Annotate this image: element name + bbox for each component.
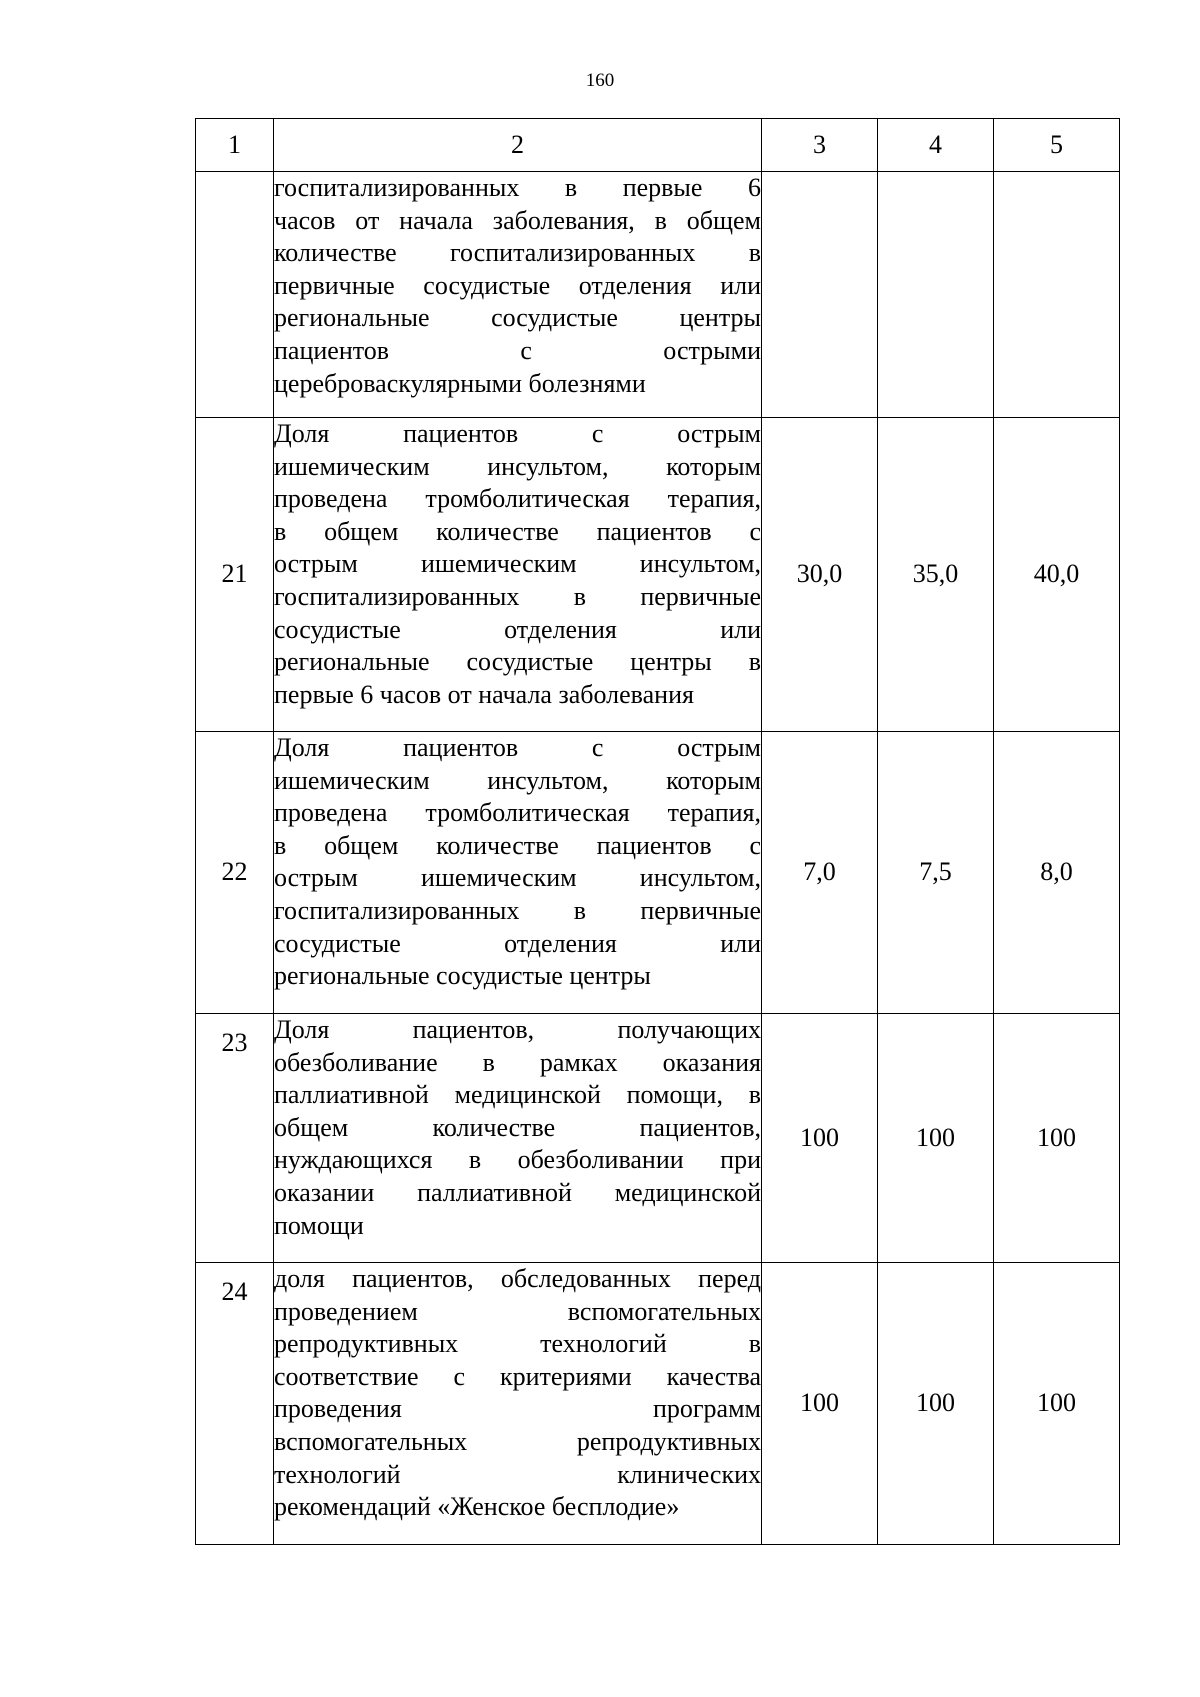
indicator-table — [195, 118, 1120, 1545]
description-line: Доля пациентов, получающих — [274, 1015, 761, 1044]
row-description — [274, 1263, 762, 1545]
description-line: госпитализированных в первичные — [274, 581, 761, 611]
row-number: 21 — [196, 418, 274, 732]
header-col-3: 3 — [762, 119, 878, 172]
value-col-3: 7,0 — [762, 732, 878, 1014]
value-col-4 — [878, 172, 994, 418]
value-col-3: 100 — [762, 1014, 878, 1263]
value-col-5: 100 — [994, 1014, 1120, 1263]
header-col-1: 1 — [196, 119, 274, 172]
description-line: нуждающихся в обезболивании при — [274, 1145, 761, 1175]
description-line: первичные сосудистые отделения или — [274, 270, 761, 300]
description-line: доля пациентов, обследованных перед — [274, 1264, 761, 1293]
value-col-5: 40,0 — [994, 418, 1120, 732]
description-line: региональные сосудистые центры — [274, 303, 761, 333]
description-line: паллиативной медицинской помощи, в — [274, 1080, 761, 1110]
description-line: проведения программ — [274, 1394, 761, 1424]
table-row — [196, 418, 1120, 732]
value-col-5 — [994, 172, 1120, 418]
row-description — [274, 418, 762, 732]
value-col-4: 35,0 — [878, 418, 994, 732]
description-line: острым ишемическим инсультом, — [274, 549, 761, 579]
description-line: часов от начала заболевания, в общем — [274, 205, 761, 235]
description-line: региональные сосудистые центры — [274, 961, 651, 991]
row-number — [196, 172, 274, 418]
row-description — [274, 732, 762, 1014]
value-col-3: 100 — [762, 1263, 878, 1545]
value-col-5: 8,0 — [994, 732, 1120, 1014]
description-line: проведена тромболитическая терапия, — [274, 798, 761, 828]
description-line: ишемическим инсультом, которым — [274, 765, 761, 795]
description-line: пациентов с острыми — [274, 335, 761, 365]
row-description — [274, 172, 762, 418]
description-line: сосудистые отделения или — [274, 928, 761, 958]
value-col-4: 100 — [878, 1014, 994, 1263]
table-row — [196, 1014, 1120, 1263]
description-line: вспомогательных репродуктивных — [274, 1426, 761, 1456]
table-row — [196, 1263, 1120, 1545]
table-row — [196, 172, 1120, 418]
description-line: в общем количестве пациентов с — [274, 516, 761, 546]
description-line: проведена тромболитическая терапия, — [274, 484, 761, 514]
description-line: региональные сосудистые центры в — [274, 647, 761, 677]
row-description — [274, 1014, 762, 1263]
description-line: острым ишемическим инсультом, — [274, 863, 761, 893]
description-line: общем количестве пациентов, — [274, 1112, 761, 1142]
page-number: 160 — [585, 70, 615, 91]
header-col-2: 2 — [274, 119, 762, 172]
description-line: Доля пациентов с острым — [274, 419, 761, 448]
header-col-5: 5 — [994, 119, 1120, 172]
value-col-3: 30,0 — [762, 418, 878, 732]
row-number: 24 — [196, 1263, 274, 1545]
description-line: помощи — [274, 1210, 364, 1240]
value-col-4: 100 — [878, 1263, 994, 1545]
row-number: 22 — [196, 732, 274, 1014]
description-line: проведением вспомогательных — [274, 1296, 761, 1326]
description-line: оказании паллиативной медицинской — [274, 1177, 761, 1207]
description-line: обезболивание в рамках оказания — [274, 1047, 761, 1077]
description-line: соответствие с критериями качества — [274, 1361, 761, 1391]
description-line: репродуктивных технологий в — [274, 1329, 761, 1359]
description-line: Доля пациентов с острым — [274, 733, 761, 762]
value-col-4: 7,5 — [878, 732, 994, 1014]
description-line: госпитализированных в первые 6 — [274, 173, 761, 202]
description-line: сосудистые отделения или — [274, 614, 761, 644]
row-number: 23 — [196, 1014, 274, 1263]
value-col-3 — [762, 172, 878, 418]
description-line: госпитализированных в первичные — [274, 895, 761, 925]
header-col-4: 4 — [878, 119, 994, 172]
table-header-row — [196, 119, 1120, 172]
table-row — [196, 732, 1120, 1014]
description-line: количестве госпитализированных в — [274, 238, 761, 268]
description-line: первые 6 часов от начала заболевания — [274, 679, 694, 709]
description-line: в общем количестве пациентов с — [274, 830, 761, 860]
description-line: технологий клинических — [274, 1459, 761, 1489]
value-col-5: 100 — [994, 1263, 1120, 1545]
description-line: цереброваскулярными болезнями — [274, 368, 646, 398]
description-line: рекомендаций «Женское бесплодие» — [274, 1492, 680, 1522]
description-line: ишемическим инсультом, которым — [274, 451, 761, 481]
